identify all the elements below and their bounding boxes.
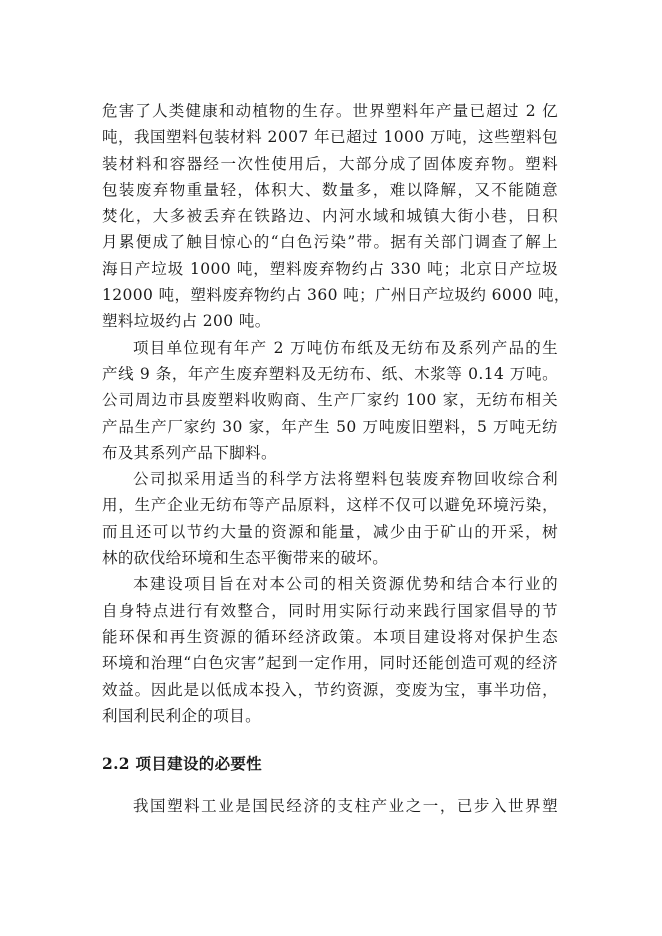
text-line: 项目单位现有年产 2 万吨仿布纸及无纺布及系列产品的生: [133, 338, 558, 357]
text-line: 公司拟采用适当的科学方法将塑料包装废弃物回收综合利: [133, 470, 558, 489]
paragraph-project-purpose: [102, 571, 558, 729]
text-line: 危害了人类健康和动植物的生存。世界塑料年产量已超过 2 亿: [102, 102, 558, 120]
text-line: 装材料和容器经一次性使用后，大部分成了固体废弃物。塑料: [102, 154, 558, 173]
text-line: 用，生产企业无纺布等产品原料，这样不仅可以避免环境污染，: [102, 496, 558, 515]
text-line: 利国利民利企的项目。: [102, 706, 262, 725]
text-line: 能环保和再生资源的循环经济政策。本项目建设将对保护生态: [102, 627, 558, 646]
text-line: 吨，我国塑料包装材料 2007 年已超过 1000 万吨，这些塑料包: [102, 128, 558, 147]
text-line: 产品生产厂家约 30 家，年产生 50 万吨废旧塑料，5 万吨无纺: [102, 417, 558, 436]
text-line: 塑料垃圾约占 200 吨。: [102, 312, 271, 331]
text-line: 公司周边市县废塑料收购商、生产厂家约 100 家，无纺布相关: [102, 391, 558, 410]
text-line: 包装废弃物重量轻，体积大、数量多，难以降解，又不能随意: [102, 180, 558, 199]
paragraph-necessity: [102, 793, 558, 819]
text-line: 环境和治理“白色灾害”起到一定作用，同时还能创造可观的经济: [102, 654, 558, 673]
text-line: 12000 吨，塑料废弃物约占 360 吨；广州日产垃圾约 6000 吨，: [102, 286, 570, 305]
section-heading: 2.2 项目建设的必要性: [102, 754, 262, 774]
text-line: 林的砍伐给环境和生态平衡带来的破坏。: [102, 549, 389, 568]
text-line: 本建设项目旨在对本公司的相关资源优势和结合本行业的: [133, 575, 558, 594]
paragraph-white-pollution: [102, 98, 570, 335]
paragraph-project-capacity: [102, 335, 558, 466]
text-line: 月累便成了触目惊心的“白色污染”带。据有关部门调查了解上: [102, 233, 558, 252]
document-body: [102, 98, 570, 819]
text-line: 焚化，大多被丢弃在铁路边、内河水域和城镇大街小巷，日积: [102, 207, 558, 226]
text-line: 自身特点进行有效整合，同时用实际行动来践行国家倡导的节: [102, 601, 558, 620]
text-line: 海日产垃圾 1000 吨，塑料废弃物约占 330 吨；北京日产垃圾: [102, 259, 558, 278]
text-line: 产线 9 条，年产生废弃塑料及无纺布、纸、木浆等 0.14 万吨。: [102, 364, 558, 383]
text-line: 效益。因此是以低成本投入，节约资源，变废为宝，事半功倍，: [102, 680, 558, 699]
text-line: 布及其系列产品下脚料。: [102, 443, 277, 462]
paragraph-recycling-plan: [102, 466, 558, 571]
text-line: 而且还可以节约大量的资源和能量，减少由于矿山的开采，树: [102, 522, 558, 541]
text-line: 我国塑料工业是国民经济的支柱产业之一，已步入世界塑: [133, 797, 558, 816]
